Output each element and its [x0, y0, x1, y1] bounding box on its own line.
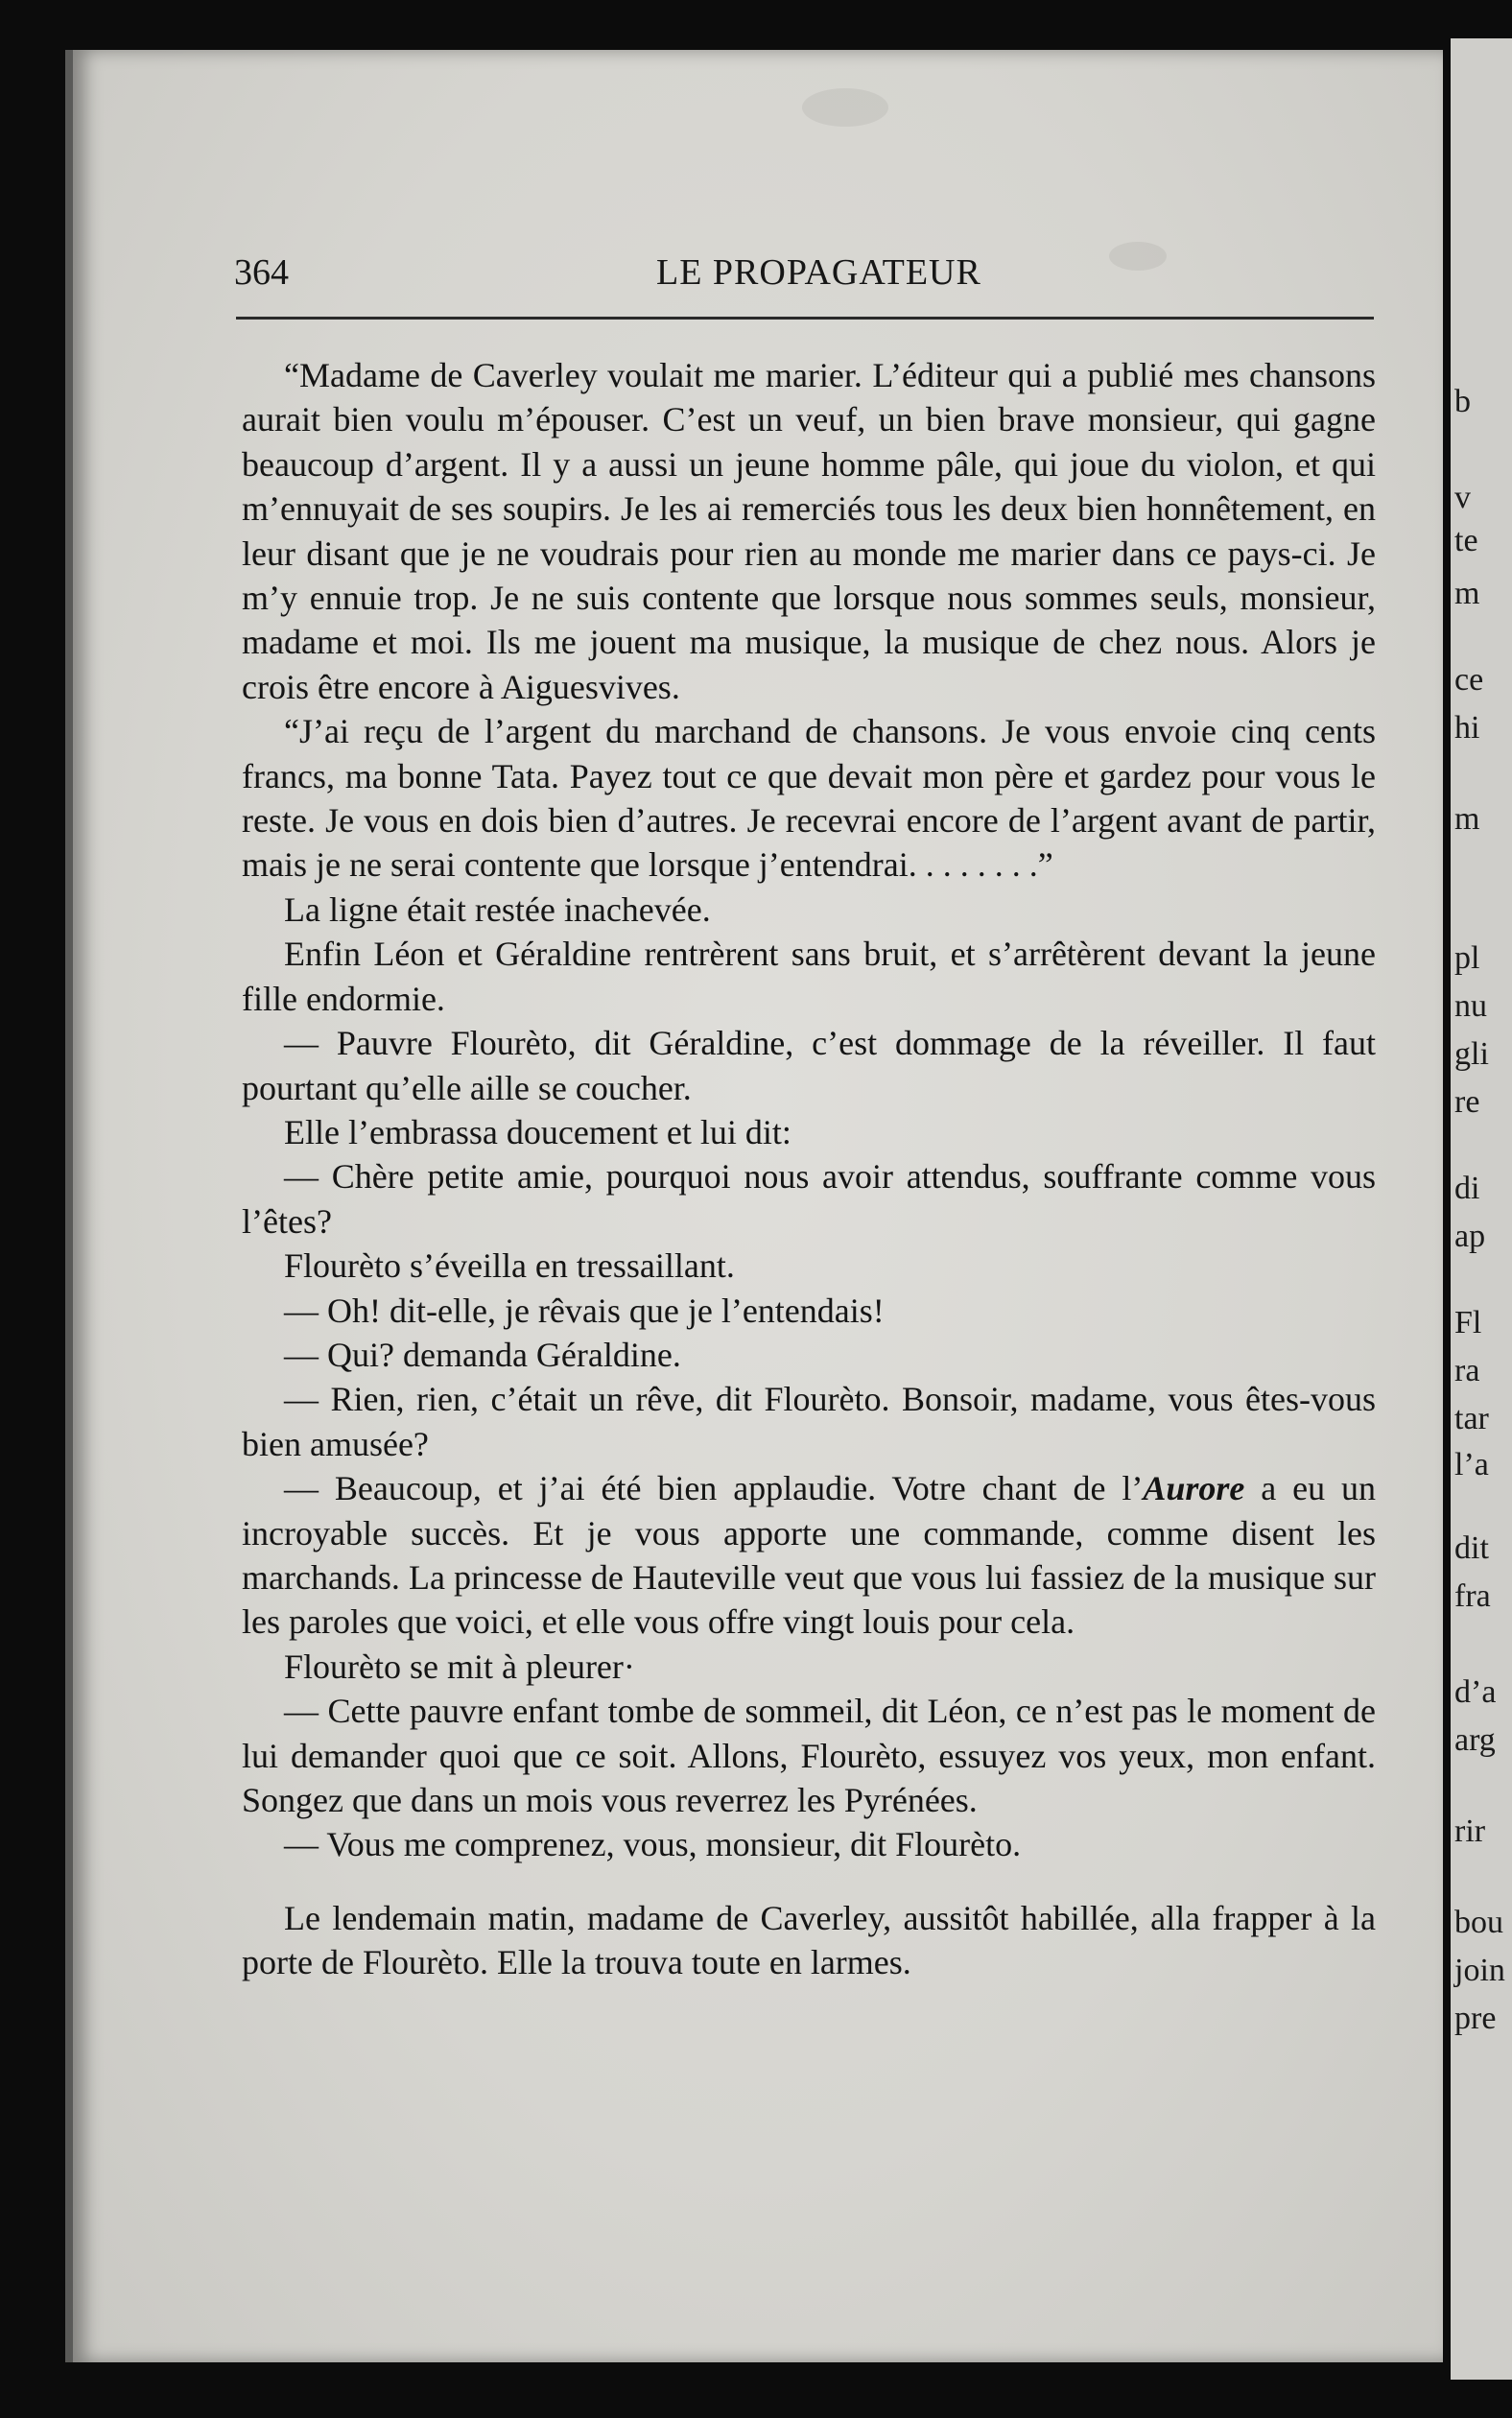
- adjacent-fragment: te: [1454, 523, 1478, 558]
- paragraph: “J’ai reçu de l’argent du marchand de chansons. Je vous envoie cinq cents francs, ma bonne Tata. Payez tout ce que devait mon père et gardez pour vous le reste. Je vous en dois bien d’autres. Je recevrai encore de l’argent avant de partir, mais je ne serai contente que lorsque j’entendrai. . . . . . . .”: [242, 712, 1376, 885]
- adjacent-fragment: dit: [1454, 1530, 1489, 1566]
- adjacent-fragment: ap: [1454, 1219, 1486, 1254]
- paragraph: — Qui? demanda Géraldine.: [284, 1335, 681, 1374]
- paragraph: La ligne était restée inachevée.: [284, 889, 711, 929]
- paragraph: Enfin Léon et Géraldine rentrèrent sans bruit, et s’arrêtèrent devant la jeune fille endormie.: [242, 935, 1376, 1018]
- page-number: 364: [234, 252, 289, 293]
- paper-stain: [802, 88, 888, 127]
- adjacent-fragment: d’a: [1454, 1674, 1497, 1710]
- paragraph: Flourèto s’éveilla en tressaillant.: [284, 1246, 735, 1286]
- paragraph-text: — Beaucoup, et j’ai été bien applaudie. Votre chant de l’: [284, 1469, 1144, 1508]
- adjacent-fragment: pl: [1454, 940, 1480, 976]
- paragraph: — Rien, rien, c’était un rêve, dit Flourèto. Bonsoir, madame, vous êtes-vous bien amusée?: [242, 1380, 1376, 1463]
- adjacent-fragment: gli: [1454, 1036, 1489, 1072]
- paragraph: — Oh! dit-elle, je rêvais que je l’entendais!: [284, 1291, 885, 1330]
- adjacent-fragment: pre: [1454, 2001, 1497, 2036]
- paragraph: Flourèto se mit à pleurer·: [284, 1647, 635, 1686]
- adjacent-fragment: ra: [1454, 1353, 1480, 1388]
- paragraph: — Vous me comprenez, vous, monsieur, dit Flourèto.: [284, 1825, 1022, 1864]
- adjacent-fragment: nu: [1454, 988, 1487, 1024]
- adjacent-fragment: join: [1454, 1953, 1505, 1988]
- adjacent-fragment: ce: [1454, 662, 1484, 698]
- adjacent-fragment: di: [1454, 1171, 1480, 1206]
- adjacent-fragment: m: [1454, 801, 1480, 837]
- adjacent-fragment: fra: [1454, 1578, 1491, 1614]
- header-rule: [236, 317, 1374, 320]
- adjacent-fragment: re: [1454, 1084, 1480, 1120]
- paragraph: Le lendemain matin, madame de Caverley, aussitôt habillée, alla frapper à la porte de Flourèto. Elle la trouva toute en larmes.: [242, 1898, 1376, 1982]
- body-text: [242, 353, 1376, 1985]
- page-header: [234, 251, 1374, 299]
- paragraph: [242, 1466, 1376, 1645]
- adjacent-page-edge: [1451, 38, 1512, 2380]
- running-head: LE PROPAGATEUR: [656, 252, 981, 293]
- adjacent-fragment: l’a: [1454, 1447, 1489, 1482]
- adjacent-fragment: arg: [1454, 1722, 1496, 1758]
- paragraph: — Chère petite amie, pourquoi nous avoir attendus, souffrante comme vous l’êtes?: [242, 1157, 1376, 1241]
- adjacent-fragment: v: [1454, 480, 1471, 515]
- italic-title: Aurore: [1143, 1469, 1245, 1508]
- adjacent-fragment: bou: [1454, 1905, 1503, 1940]
- adjacent-fragment: Fl: [1454, 1305, 1482, 1340]
- paragraph: Elle l’embrassa doucement et lui dit:: [284, 1112, 791, 1151]
- adjacent-fragment: tar: [1454, 1401, 1489, 1436]
- paragraph: — Cette pauvre enfant tombe de sommeil, dit Léon, ce n’est pas le moment de lui demander quoi que ce soit. Allons, Flourèto, essuyez vos yeux, mon enfant. Songez que dans un mois vous reverrez les Pyrénées.: [242, 1692, 1376, 1819]
- adjacent-fragment: m: [1454, 576, 1480, 611]
- paragraph: “Madame de Caverley voulait me marier. L’éditeur qui a publié mes chansons aurait bien voulu m’épouser. C’est un veuf, un bien brave monsieur, qui gagne beaucoup d’argent. Il y a aussi un jeune homme pâle, qui joue du violon, et qui m’ennuyait de ses soupirs. Je les ai remerciés tous les deux bien honnêtement, en leur disant que je ne voudrais pour rien au monde me marier dans ce pays-ci. Je m’y ennuie trop. Je ne suis contente que lorsque nous sommes seuls, monsieur, madame et moi. Ils me jouent ma musique, la musique de chez nous. Alors je crois être encore à Aiguesvives.: [242, 356, 1376, 706]
- adjacent-fragment: rir: [1454, 1814, 1486, 1849]
- paragraph-text: a eu un incroyable succès. Et je vous apporte une commande, comme disent les marchands. La princesse de Hauteville veut que vous lui fassiez de la musique sur les paroles que voici, et elle vous offre vingt louis pour cela.: [242, 1469, 1376, 1642]
- paragraph: — Pauvre Flourèto, dit Géraldine, c’est dommage de la réveiller. Il faut pourtant qu’elle aille se coucher.: [242, 1024, 1376, 1107]
- adjacent-fragment: b: [1454, 384, 1471, 419]
- adjacent-fragment: hi: [1454, 710, 1480, 746]
